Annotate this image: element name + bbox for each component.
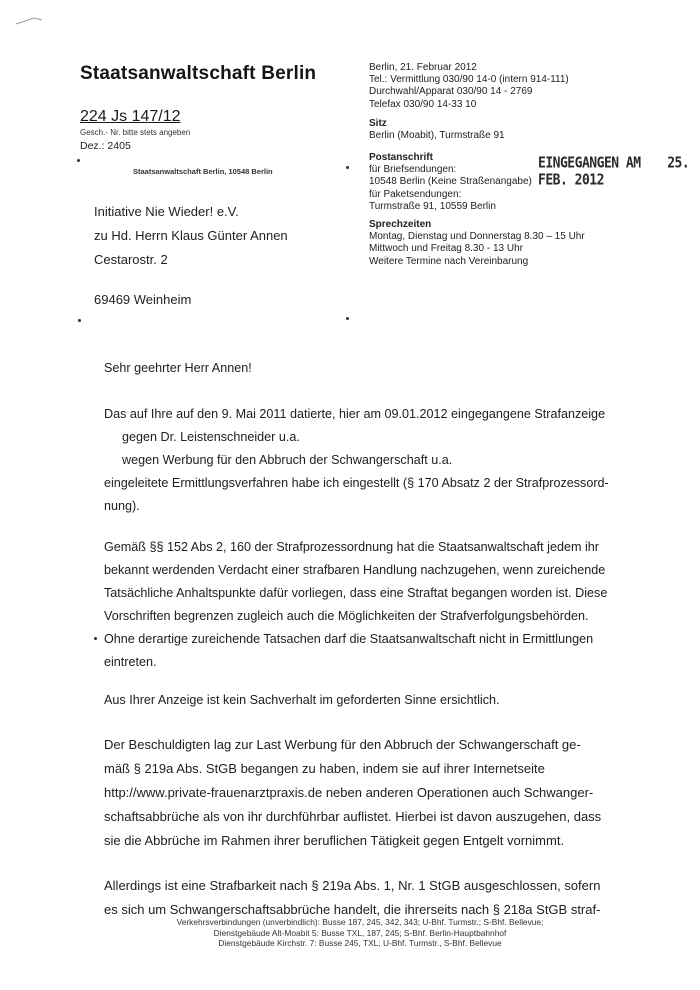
recipient-line-3: Cestarostr. 2 (94, 252, 168, 267)
paragraph-1-line: gegen Dr. Leistenschneider u.a. (122, 430, 300, 444)
office-hours-block (369, 219, 585, 268)
paragraph-2-line: bekannt werdenden Verdacht einer strafbaren Handlung nachzugehen, wenn zureichende (104, 563, 606, 577)
paragraph-3: Aus Ihrer Anzeige ist kein Sachverhalt im geforderten Sinne ersichtlich. (104, 693, 500, 707)
paragraph-5-line: Allerdings ist eine Strafbarkeit nach § 219a Abs. 1, Nr. 1 StGB ausgeschlossen, sofern (104, 878, 601, 893)
fold-mark (346, 317, 349, 320)
recipient-line-1: Initiative Nie Wieder! e.V. (94, 204, 239, 219)
office-hours-line-1: Montag, Dienstag und Donnerstag 8.30 – 15 Uhr (369, 231, 585, 243)
paragraph-1-line: nung). (104, 499, 140, 513)
fold-mark (78, 319, 81, 322)
salutation: Sehr geehrter Herr Annen! (104, 361, 252, 375)
header-contact-block (369, 62, 569, 111)
paragraph-2-line: eintreten. (104, 655, 157, 669)
case-number: 224 Js 147/12 (80, 108, 181, 125)
paragraph-4-line: Der Beschuldigten lag zur Last Werbung für den Abbruch der Schwangerschaft ge- (104, 737, 581, 752)
postal-line-1: für Briefsendungen: (369, 164, 457, 176)
footer-line: Dienstgebäude Alt-Moabit 5: Busse TXL, 187, 245; S-Bhf. Berlin-Hauptbahnhof (213, 927, 507, 938)
fax: Telefax 030/90 14-33 10 (369, 98, 477, 110)
office-hours-line-2: Mittwoch und Freitag 8.30 - 13 Uhr (369, 243, 523, 255)
office-hours-label: Sprechzeiten (369, 219, 432, 230)
authority-name: Staatsanwaltschaft Berlin (80, 63, 317, 84)
scan-artifact (0, 0, 60, 30)
paragraph-2-line: Gemäß §§ 152 Abs 2, 160 der Strafprozessordnung hat die Staatsanwaltschaft jedem ihr (104, 540, 599, 554)
paragraph-4-line: http://www.private-frauenarztpraxis.de neben anderen Operationen auch Schwanger- (104, 785, 594, 800)
paragraph-2 (104, 536, 632, 674)
postal-label: Postanschrift (369, 152, 433, 163)
return-address: Staatsanwaltschaft Berlin, 10548 Berlin (133, 167, 273, 176)
postal-line-3: für Paketsendungen: (369, 188, 462, 200)
footer-line: Verkehrsverbindungen (unverbindlich): Busse 187, 245, 342, 343; U-Bhf. Turmstr.; S-Bhf. Bellevue; (176, 917, 544, 927)
paragraph-2-line: Tatsächliche Anhaltspunkte dafür vorliegen, dass eine Straftat begangen worden ist. Diese (104, 586, 608, 600)
seat-block (369, 118, 505, 142)
direct-dial: Durchwahl/Apparat 030/90 14 - 2769 (369, 86, 533, 98)
paragraph-1-line: Das auf Ihre auf den 9. Mai 2011 datierte, hier am 09.01.2012 eingegangene Strafanzeige (104, 407, 606, 421)
paragraph-1-line: eingeleitete Ermittlungsverfahren habe ich eingestellt (§ 170 Absatz 2 der Strafprozessord- (104, 476, 609, 490)
paragraph-2-line: Vorschriften begrenzen zugleich auch die Möglichkeiten der Strafverfolgungsbehörden. (104, 609, 589, 623)
paragraph-1-line: wegen Werbung für den Abbruch der Schwangerschaft u.a. (122, 453, 453, 467)
telephone: Tel.: Vermittlung 030/90 14-0 (intern 914-111) (369, 74, 569, 86)
footer-line: Dienstgebäude Kirchstr. 7: Busse 245, TXL; U-Bhf. Turmstr., S-Bhf. Bellevue (218, 938, 502, 948)
office-hours-line-3: Weitere Termine nach Vereinbarung (369, 255, 529, 267)
fold-mark (77, 159, 80, 162)
postal-line-2: 10548 Berlin (Keine Straßenangabe) (369, 176, 532, 188)
fold-mark (94, 637, 97, 640)
fold-mark (346, 166, 349, 169)
paragraph-2-line: Ohne derartige zureichende Tatsachen darf die Staatsanwaltschaft nicht in Ermittlungen (104, 632, 594, 646)
paragraph-4-line: mäß § 219a Abs. StGB begangen zu haben, indem sie auf ihrer Internetseite (104, 761, 545, 776)
paragraph-5 (104, 874, 632, 922)
paragraph-5-line: es sich um Schwangerschaftsabbrüche handelt, die ihrerseits nach § 218a StGB straf- (104, 902, 601, 917)
footer-transport-info (100, 917, 620, 949)
case-number-note: Gesch.- Nr. bitte stets angeben (80, 128, 191, 137)
paragraph-4 (104, 733, 632, 853)
stamp-date: 25. FEB. 2012 (538, 154, 690, 190)
paragraph-4-line: schaftsabbrüche als von ihr durchführbar auflistet. Hierbei ist davon auszugehen, dass (104, 809, 602, 824)
postal-block (369, 152, 532, 213)
received-stamp (538, 155, 700, 190)
recipient-line-2: zu Hd. Herrn Klaus Günter Annen (94, 228, 288, 243)
recipient-line-4: 69469 Weinheim (94, 292, 192, 307)
department-code: Dez.: 2405 (80, 140, 131, 152)
paragraph-1 (104, 403, 632, 518)
paragraph-4-line: sie die Abbrüche im Rahmen ihrer beruflichen Tätigkeit gegen Entgelt vornimmt. (104, 833, 565, 848)
stamp-text: EINGEGANGEN AM (538, 154, 641, 172)
seat-address: Berlin (Moabit), Turmstraße 91 (369, 130, 505, 142)
postal-line-4: Turmstraße 91, 10559 Berlin (369, 200, 496, 212)
seat-label: Sitz (369, 118, 387, 129)
letter-date: Berlin, 21. Februar 2012 (369, 62, 477, 73)
